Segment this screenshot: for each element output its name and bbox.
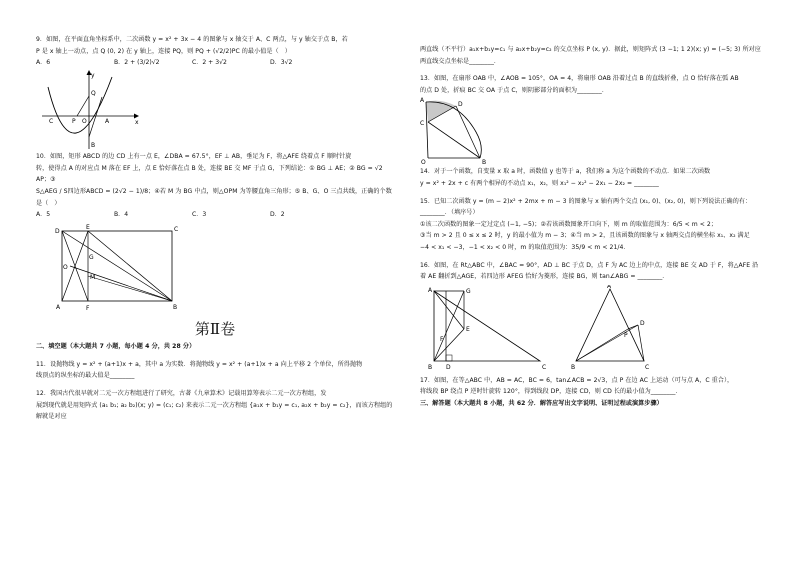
q10-option-d: D．2 bbox=[270, 211, 285, 219]
left-column bbox=[36, 34, 394, 423]
q10-line2: 转，使得点 A 的对应点 M 落在 EF 上，点 E 恰好落在点 B 处，连接 BE 交 MF 于点 G，下列结论：① BG ⊥ AE；② BG = √2 AP；③ bbox=[36, 164, 383, 184]
q10-option-c: C．3 bbox=[192, 211, 207, 219]
q16-right-angle-mark bbox=[446, 355, 452, 361]
q17-line1: 17．如图，在等△ABC 中，AB = AC，BC = 6，tan∠ACB = 2√3，点 P 在边 AC 上运动（可与点 A，C 重合）， bbox=[420, 376, 734, 384]
q9-label-o: O bbox=[82, 118, 87, 126]
q13-sector-figure bbox=[418, 96, 498, 166]
q9-label-b: B bbox=[91, 142, 96, 150]
q16-label-e: E bbox=[466, 325, 470, 333]
q16-label-d: D bbox=[446, 363, 451, 371]
q9-segment-pq bbox=[77, 96, 89, 116]
q16-label-a: A bbox=[428, 286, 433, 294]
q10-segment-mb bbox=[88, 276, 172, 301]
q10-rectangle-figure bbox=[44, 223, 184, 313]
q16-q17-figures bbox=[420, 285, 778, 375]
q15-line3: ①该二次函数的图象一定过定点 (−1, −5)；②若该函数图象开口向下，则 m 的取值范围为：6/5 < m < 2； bbox=[420, 220, 717, 228]
q13-line1: 13．如图，在扇形 OAB 中，∠AOB = 105°，OA = 4，将扇形 OAB 沿着过点 B 的直线折叠，点 O 恰好落在弧 AB bbox=[420, 75, 739, 83]
q9-option-a: A．6 bbox=[36, 59, 51, 67]
q10-label-d: D bbox=[55, 228, 60, 236]
q9-label-q: Q bbox=[91, 90, 96, 98]
q14-line1: 14．对于一个函数，自变量 x 取 a 时，函数值 y 也等于 a，我们称 a 为这个函数的不动点．如果二次函数 bbox=[420, 168, 711, 176]
q10-option-b: B．4 bbox=[114, 211, 129, 219]
q16-triangle-figure bbox=[420, 285, 550, 375]
q9-option-b: B．2 + (3/2)√2 bbox=[114, 59, 160, 67]
q13-label-d: D bbox=[458, 101, 463, 109]
q10-label-m: M bbox=[90, 274, 96, 282]
q9-parabola-figure bbox=[42, 69, 142, 151]
q9-line2: P 是 x 轴上一动点，点 Q (0, 2) 在 y 轴上，连接 PQ，则 PQ + (√2/2)PC 的最小值是（ ） bbox=[36, 47, 291, 55]
q17-label-a: A bbox=[607, 284, 612, 290]
q10-line4: 是（ ） bbox=[36, 199, 61, 207]
q9-option-c: C．2 + 3√2 bbox=[192, 59, 227, 67]
q13-label-o: O bbox=[421, 159, 426, 167]
q9-segment-ab bbox=[89, 97, 102, 137]
q12-cont-line1: 两直线（不平行）a₁x+b₁y=c₁ 与 a₂x+b₂y=c₂ 的交点坐标 P (x, y)．据此，则矩阵式 (3 −1; 1 2)(x; y) = (−5; 3) 所对应 bbox=[420, 46, 761, 53]
q10-option-a: A．5 bbox=[36, 211, 51, 219]
q12-line1: 12．我国古代很早就对二元一次方程组进行了研究，古著《九章算术》记载用算筹表示二元一次方程组，发 bbox=[36, 389, 327, 397]
q11-line1: 11．设抛物线 y = x² + (a+1)x + a，其中 a 为实数．将抛物线 y = x² + (a+1)x + a 向上平移 2 个单位，所得抛物 bbox=[36, 360, 363, 368]
q9-parabola-curve bbox=[48, 77, 112, 133]
q10-label-b: B bbox=[173, 304, 178, 312]
q17-segment-bd bbox=[576, 325, 638, 361]
q15-line4: ③当 m > 2 且 0 ≤ x ≤ 2 时，y 的最小值为 m − 3；④当 m > 2，且该函数的图象与 x 轴两交点的横坐标 x₁、x₂ 满足 bbox=[420, 232, 750, 240]
q10-segment-ob bbox=[70, 266, 172, 301]
q10-options bbox=[36, 209, 394, 221]
q13-shaded-region bbox=[426, 101, 456, 122]
section-subtitle: 二、填空题（本大题共 7 小题，每小题 4 分，共 28 分） bbox=[36, 343, 196, 351]
section-title: 第Ⅱ卷 bbox=[194, 320, 236, 339]
q15-line2: ________．（填序号） bbox=[420, 209, 479, 217]
q13-label-c: C bbox=[420, 120, 425, 128]
q14-line2: y = x² + 2x + c 有两个相异的不动点 x₁，x₂，则 x₁² − x₂² − 2x₁ − 2x₂ = ________ bbox=[420, 179, 659, 187]
q10-line1: 10．如图，矩形 ABCD 的边 CD 上有一点 E，∠DBA = 67.5°，EF ⊥ AB，垂足为 F，将△AFE 绕着点 F 顺时针旋 bbox=[36, 153, 352, 161]
q17-segment-dc bbox=[638, 325, 644, 361]
q9-label-x: x bbox=[135, 119, 139, 127]
q9-label-y: y bbox=[91, 72, 95, 80]
q16-label-f: F bbox=[440, 335, 444, 343]
q10-label-g: G bbox=[89, 254, 94, 262]
q15-line1: 15．已知二次函数 y = (m − 2)x² + 2mx + m − 3 的图象与 x 轴有两个交点 (x₁, 0)、(x₂, 0)，则下列说法正确的有： bbox=[420, 197, 752, 205]
q12-line2: 展到现代就是用矩阵式 (a₁ b₁; a₂ b₂)(x; y) = (c₁; c₂) 来表示二元一次方程组 {a₁x + b₁y = c₁, a₂x + b₂y = c₂}，而该方程组的解就是对应 bbox=[36, 401, 393, 421]
q10-segment-bd bbox=[62, 231, 172, 301]
q16-segment-ae bbox=[434, 291, 464, 329]
q16-label-b: B bbox=[428, 363, 433, 371]
q9-line1: 9．如图，在平面直角坐标系中，二次函数 y = x² + 3x − 4 的图象与 x 轴交于 A、C 两点，与 y 轴交于点 B，若 bbox=[36, 36, 348, 43]
q9-options bbox=[36, 57, 394, 69]
q9-option-d: D．3√2 bbox=[270, 59, 293, 67]
q17-label-b: B bbox=[571, 363, 576, 371]
q13-label-b: B bbox=[482, 159, 487, 167]
q16-label-g: G bbox=[466, 287, 471, 295]
q17-label-d: D bbox=[640, 319, 645, 327]
q10-label-f: F bbox=[86, 305, 90, 313]
q16-segment-be bbox=[434, 329, 464, 361]
q17-line2: 将线段 BP 绕点 P 逆时针旋转 120°，得到线段 DP，连接 CD，则 CD 长的最小值为________． bbox=[420, 388, 682, 396]
q15-line5: −4 < x₁ < −3，−1 < x₂ < 0 时，m 的取值范围为：35/9 < m < 21/4． bbox=[420, 243, 630, 251]
q16-label-c: C bbox=[542, 363, 547, 371]
q16-line1: 16．如图，在 Rt△ABC 中，∠BAC = 90°，AD ⊥ BC 于点 D，点 F 为 AC 边上的中点，连接 BE 交 AD 于 F，将△AFE 沿 bbox=[420, 261, 759, 269]
q17-triangle-figure bbox=[570, 285, 680, 375]
q16-segment-bg bbox=[434, 291, 464, 361]
q13-segment-bc bbox=[428, 122, 480, 158]
q17-triangle-abc bbox=[576, 289, 644, 361]
q16-triangle-abc bbox=[434, 291, 540, 361]
q10-label-c: C bbox=[174, 226, 179, 234]
q9-label-p: P bbox=[72, 118, 76, 126]
q11-line2: 线顶点的纵坐标的最大值是________ bbox=[36, 372, 135, 380]
q9-x-arrow bbox=[134, 114, 139, 119]
q10-label-e: E bbox=[86, 224, 90, 232]
q10-segment-be bbox=[88, 231, 172, 301]
section-three-title: 三、解答题（本大题共 8 小题，共 62 分．解答应写出文字说明、证明过程或演算步骤） bbox=[420, 399, 663, 407]
q17-label-p: P bbox=[624, 331, 628, 339]
q12-cont-line2: 两直线交点坐标是________． bbox=[420, 57, 501, 65]
q9-label-a: A bbox=[105, 118, 110, 126]
right-column bbox=[420, 44, 778, 410]
q13-line2: 的点 D 处，折痕 BC 交 OA 于点 C，则阴影部分的面积为________． bbox=[420, 86, 608, 94]
q16-line2: 着 AE 翻折到△AGE，若四边形 AFEG 恰好为菱形，连接 BG，则 tan∠ABG = ________． bbox=[420, 273, 669, 281]
q17-label-c: C bbox=[645, 363, 650, 371]
q10-label-o: O bbox=[63, 264, 68, 272]
q10-label-a: A bbox=[56, 304, 61, 312]
q13-label-a: A bbox=[420, 97, 425, 105]
q9-label-c: C bbox=[49, 118, 54, 126]
q10-line3: S△AEG / S四边形ABCD = (2√2 − 1)/8；④若 M 为 BG 中点，则△OPM 为等腰直角三角形；⑤ B、G、O 三点共线，正确的个数 bbox=[36, 187, 392, 195]
